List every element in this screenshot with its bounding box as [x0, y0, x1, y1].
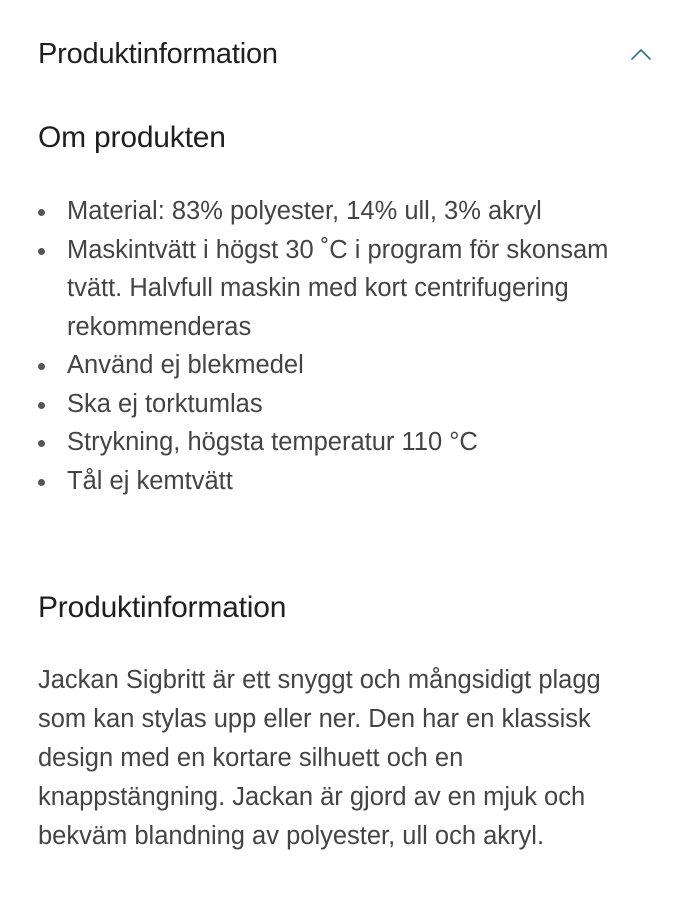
care-instructions-list: [38, 192, 638, 500]
accordion-toggle-produktinformation[interactable]: [38, 28, 654, 80]
chevron-up-icon[interactable]: [628, 41, 654, 67]
list-item: Använd ej blekmedel: [38, 346, 638, 385]
list-item: Material: 83% polyester, 14% ull, 3% akryl: [38, 192, 638, 231]
accordion-title: Produktinformation: [38, 37, 278, 70]
list-item: Tål ej kemtvätt: [38, 462, 638, 501]
product-description: Jackan Sigbritt är ett snyggt och mångsidigt plagg som kan stylas upp eller ner. Den har en klassisk design med en kortare silhuett och en knappstängning. Jackan är gjord av en mjuk och bekväm blandning av polyester, ull och akryl.: [38, 666, 601, 850]
section-heading-produktinformation: Produktinformation: [38, 591, 287, 624]
list-item: Strykning, högsta temperatur 110 °C: [38, 423, 638, 462]
section-heading-om-produkten: Om produkten: [38, 121, 226, 154]
list-item: Maskintvätt i högst 30 ˚C i program för skonsam tvätt. Halvfull maskin med kort centrifugering rekommenderas: [38, 231, 638, 347]
list-item: Ska ej torktumlas: [38, 385, 638, 424]
